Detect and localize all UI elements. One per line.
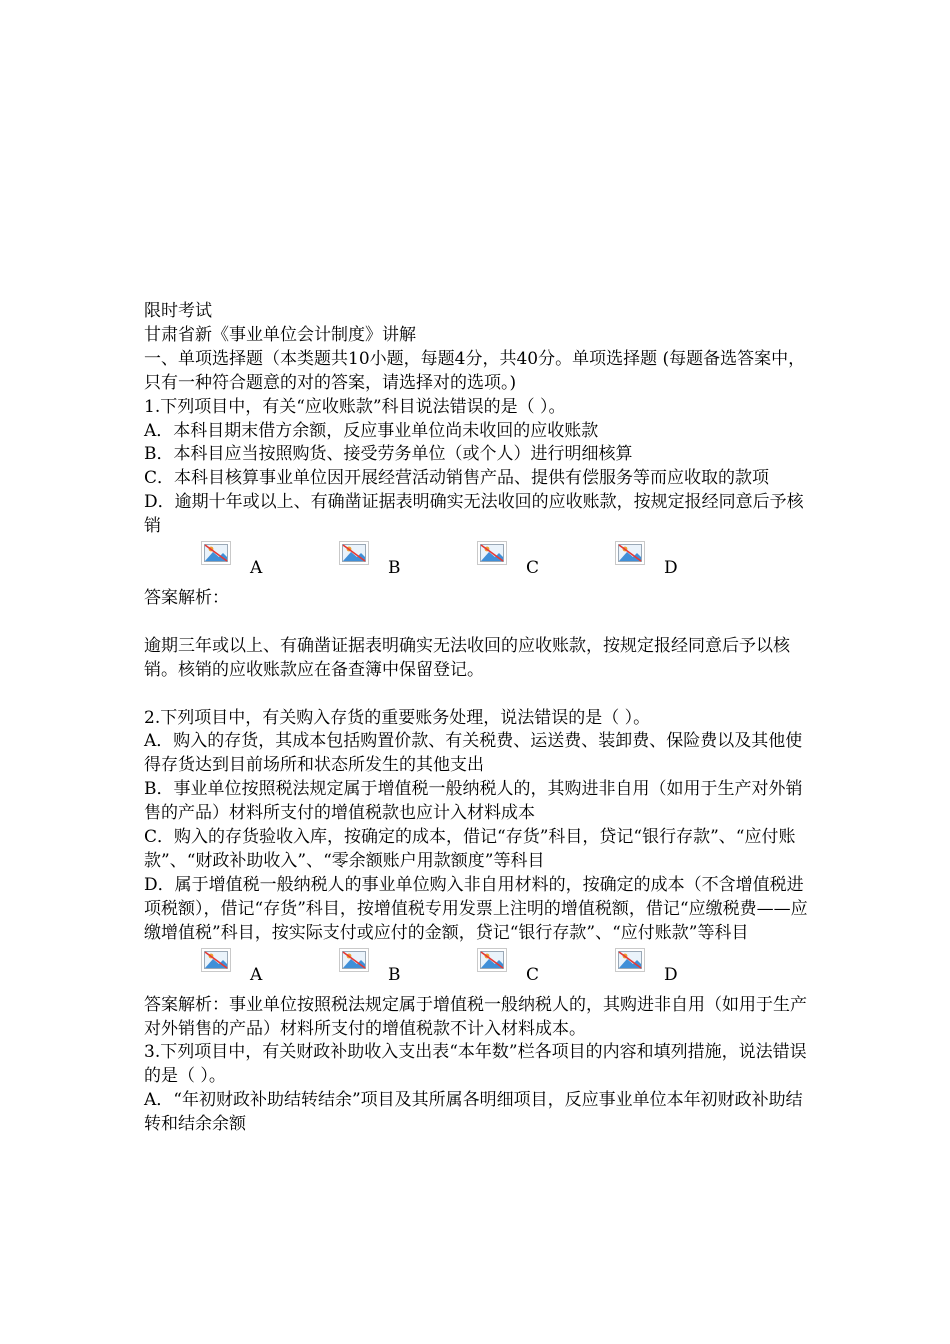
section-heading: 一、单项选择题（本类题共10小题，每题4分，共40分。单项选择题 (每题备选答案中，只有一种符合题意的对的答案，请选择对的选项。) (144, 348, 806, 393)
choice-c[interactable] (420, 948, 556, 992)
broken-image-icon (339, 948, 369, 972)
choice-letter: D (664, 558, 678, 579)
option-text: B．事业单位按照税法规定属于增值税一般纳税人的，其购进非自用（如用于生产对外销售的产品）材料所支付的增值税款也应计入材料成本 (144, 779, 803, 824)
question-3 (144, 1041, 810, 1137)
broken-image-icon (477, 541, 507, 565)
broken-image-icon (201, 948, 231, 972)
broken-image-icon (201, 541, 231, 565)
choice-row (144, 539, 810, 587)
option-text: A．本科目期末借方余额，反应事业单位尚未收回的应收账款 (144, 420, 599, 441)
choice-letter: A (250, 964, 263, 985)
choice-b[interactable] (282, 948, 418, 992)
choice-b[interactable] (282, 541, 418, 585)
choice-d[interactable] (558, 948, 694, 992)
choice-row (144, 946, 810, 994)
broken-image-icon (615, 541, 645, 565)
answer-explanation: 答案解析：事业单位按照税法规定属于增值税一般纳税人的，其购进非自用（如用于生产对外销售的产品）材料所支付的增值税款不计入材料成本。 (144, 994, 807, 1039)
spacer (144, 611, 810, 635)
choice-letter: B (388, 558, 401, 579)
choice-letter: C (526, 964, 540, 985)
option-text: A．“年初财政补助结转结余”项目及其所属各明细项目，反应事业单位本年初财政补助结转和结余余额 (144, 1090, 803, 1135)
option-text: D．属于增值税一般纳税人的事业单位购入非自用材料的，按确定的成本（不含增值税进项税额），借记“存货”科目，按增值税专用发票上注明的增值税额，借记“应缴税费——应缴增值税”科目，按实际支付或应付的金额，贷记“银行存款”、“应付账款”等科目 (144, 874, 808, 943)
broken-image-icon (615, 948, 645, 972)
doc-subtitle: 甘肃省新《事业单位会计制度》讲解 (144, 324, 416, 345)
choice-c[interactable] (420, 541, 556, 585)
answer-explanation: 逾期三年或以上、有确凿证据表明确实无法收回的应收账款，按规定报经同意后予以核销。核销的应收账款应在备查簿中保留登记。 (144, 635, 790, 680)
spacer (144, 683, 810, 707)
option-text: B．本科目应当按照购货、接受劳务单位（或个人）进行明细核算 (144, 444, 633, 465)
choice-a[interactable] (144, 948, 280, 992)
choice-letter: C (526, 558, 540, 579)
question-stem: 3.下列项目中，有关财政补助收入支出表“本年数”栏各项目的内容和填列措施，说法错误的是（ ）。 (144, 1042, 807, 1087)
question-1 (144, 396, 810, 707)
choice-d[interactable] (558, 541, 694, 585)
choice-letter: B (388, 964, 401, 985)
answer-label: 答案解析： (144, 588, 229, 609)
option-text: C．本科目核算事业单位因开展经营活动销售产品、提供有偿服务等而应收取的款项 (144, 468, 770, 489)
option-text: A．购入的存货，其成本包括购置价款、有关税费、运送费、装卸费、保险费以及其他使得存货达到目前场所和状态所发生的其他支出 (144, 731, 803, 776)
choice-letter: A (250, 558, 263, 579)
doc-title: 限时考试 (144, 301, 212, 321)
choice-a[interactable] (144, 541, 280, 585)
broken-image-icon (339, 541, 369, 565)
option-text: D．逾期十年或以上、有确凿证据表明确实无法收回的应收账款，按规定报经同意后予核销 (144, 492, 804, 537)
question-stem: 2.下列项目中，有关购入存货的重要账务处理，说法错误的是（ ）。 (144, 707, 651, 728)
broken-image-icon (477, 948, 507, 972)
choice-letter: D (664, 964, 678, 985)
document-body (144, 300, 810, 1137)
option-text: C．购入的存货验收入库，按确定的成本，借记“存货”科目，贷记“银行存款”、“应付账款”、“财政补助收入”、“零余额账户用款额度”等科目 (144, 827, 796, 871)
question-2 (144, 707, 810, 1042)
question-stem: 1.下列项目中，有关“应收账款”科目说法错误的是（ ）。 (144, 396, 566, 417)
